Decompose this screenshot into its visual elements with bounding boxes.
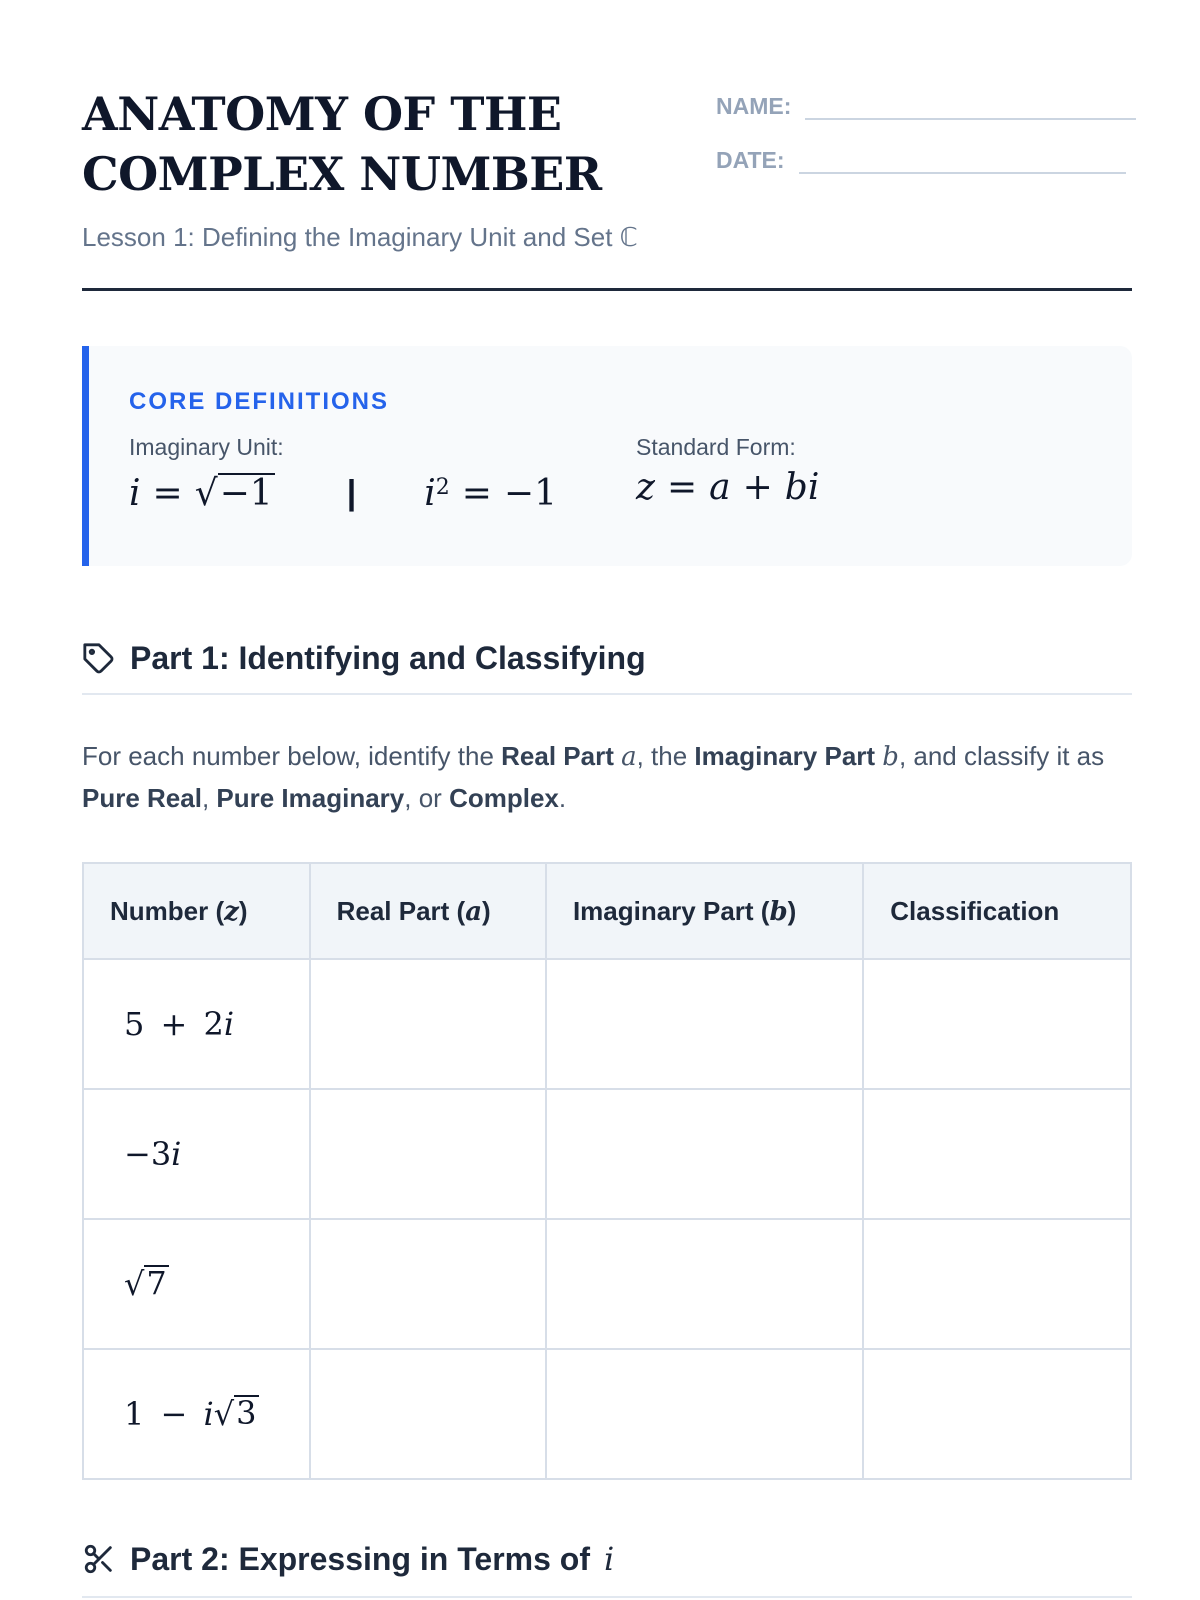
standard-form-formula xyxy=(636,467,819,508)
student-info xyxy=(716,84,1136,192)
date-row xyxy=(716,138,1136,174)
classification-answer[interactable] xyxy=(863,959,1131,1089)
instr-pure-imaginary: Pure Imaginary xyxy=(216,783,405,813)
r2-unit: i xyxy=(171,1135,182,1173)
instr-comma: , xyxy=(201,783,217,813)
worksheet-header xyxy=(82,84,1132,294)
instr-real-part: Real Part xyxy=(501,741,622,771)
r4-unit: i xyxy=(203,1395,214,1433)
part2-heading xyxy=(82,1540,614,1578)
part2-title-symbol: i xyxy=(603,1540,615,1578)
bi-symbol: bi xyxy=(784,467,820,508)
imaginary-part-answer[interactable] xyxy=(546,959,863,1089)
standard-form-label: Standard Form: xyxy=(636,434,796,460)
part1-title: Part 1: Identifying and Classifying xyxy=(130,640,646,676)
col-imag-label: Imaginary Part ( xyxy=(572,895,770,926)
neg-one-value: −1 xyxy=(503,473,557,514)
instr-text-2: , the xyxy=(636,741,695,771)
instr-complex: Complex xyxy=(449,783,559,813)
i-symbol: i xyxy=(129,473,141,514)
table-row xyxy=(83,959,1131,1089)
col-number-symbol: z xyxy=(224,896,239,927)
instr-or: , or xyxy=(404,783,450,813)
number-cell xyxy=(83,959,310,1089)
imaginary-part-answer[interactable] xyxy=(546,1089,863,1219)
name-field[interactable] xyxy=(805,92,1136,120)
a-symbol: a xyxy=(709,467,731,508)
plus-sign: + xyxy=(742,467,773,508)
imaginary-part-answer[interactable] xyxy=(546,1349,863,1479)
r1-op: + xyxy=(160,1005,188,1043)
title-line-1: ANATOMY OF THE xyxy=(82,87,562,141)
classification-answer[interactable] xyxy=(863,1219,1131,1349)
real-part-answer[interactable] xyxy=(310,1219,546,1349)
equals-sign-3: = xyxy=(666,467,698,508)
col-real-symbol: a xyxy=(465,896,483,927)
part1-divider xyxy=(82,693,1132,695)
part1-heading xyxy=(82,640,646,677)
instr-end: . xyxy=(558,783,567,813)
r4-real: 1 xyxy=(124,1395,145,1433)
radical-sign: √ xyxy=(124,1265,145,1303)
core-definitions-heading: CORE DEFINITIONS xyxy=(129,388,390,415)
imaginary-unit-formula xyxy=(129,473,557,514)
col-imag-symbol: b xyxy=(769,896,788,927)
classification-table xyxy=(82,862,1132,1480)
formula-separator: | xyxy=(346,474,357,512)
instr-text-3: , and classify it as xyxy=(898,741,1105,771)
instr-text-1: For each number below, identify the xyxy=(82,741,502,771)
table-header-row xyxy=(83,863,1131,959)
lesson-subtitle: Lesson 1: Defining the Imaginary Unit and Set ℂ xyxy=(82,222,638,252)
sqrt-neg-one xyxy=(195,473,275,514)
core-definitions-box xyxy=(82,346,1132,566)
radical-sign: √ xyxy=(213,1395,235,1433)
equals-sign: = xyxy=(152,473,183,514)
col-imaginary-part xyxy=(546,863,863,959)
r4-sqrt xyxy=(214,1395,259,1433)
r2-coef: −3 xyxy=(124,1135,172,1173)
table-row xyxy=(83,1349,1131,1479)
col-real-label: Real Part ( xyxy=(336,895,466,926)
table-row xyxy=(83,1219,1131,1349)
real-part-answer[interactable] xyxy=(310,1089,546,1219)
number-cell xyxy=(83,1219,310,1349)
title-line-2: COMPLEX NUMBER xyxy=(82,147,602,201)
i-symbol-squared: i xyxy=(424,473,436,514)
part2-title: Part 2: Expressing in Terms of xyxy=(130,1540,590,1577)
col-imag-close: ) xyxy=(787,895,797,926)
classification-answer[interactable] xyxy=(863,1089,1131,1219)
r4-radicand: 3 xyxy=(236,1394,257,1432)
r3-radicand: 7 xyxy=(146,1264,167,1302)
table-row xyxy=(83,1089,1131,1219)
r1-coef: 2 xyxy=(203,1005,224,1043)
number-cell xyxy=(83,1349,310,1479)
header-divider xyxy=(82,288,1132,291)
col-number-close: ) xyxy=(238,895,248,926)
col-real-part xyxy=(310,863,546,959)
instr-pure-real: Pure Real xyxy=(82,783,202,813)
exponent-two: 2 xyxy=(435,475,450,500)
r1-unit: i xyxy=(223,1005,235,1043)
radicand-neg-one: −1 xyxy=(219,473,273,514)
col-real-close: ) xyxy=(482,895,491,926)
part2-divider xyxy=(82,1596,1132,1598)
page-title xyxy=(82,84,682,204)
imaginary-unit-label: Imaginary Unit: xyxy=(129,434,284,460)
scissors-icon xyxy=(82,1542,116,1576)
number-cell xyxy=(83,1089,310,1219)
col-number-label: Number ( xyxy=(110,895,225,926)
instr-b-symbol: b xyxy=(882,742,899,772)
r4-op: − xyxy=(160,1395,188,1433)
tag-icon xyxy=(82,642,116,676)
part1-instructions xyxy=(82,736,1132,819)
standard-form-definition xyxy=(636,434,819,508)
col-classification: Classification xyxy=(863,863,1131,959)
z-symbol: z xyxy=(636,467,655,508)
instr-imaginary-part: Imaginary Part xyxy=(694,741,883,771)
date-label: DATE: xyxy=(716,147,785,173)
name-row xyxy=(716,84,1136,120)
r3-sqrt xyxy=(124,1265,169,1303)
real-part-answer[interactable] xyxy=(310,959,546,1089)
r1-real: 5 xyxy=(124,1005,145,1043)
imaginary-unit-definition xyxy=(129,434,557,514)
equals-sign-2: = xyxy=(461,473,492,514)
instr-a-symbol: a xyxy=(621,742,637,772)
classification-answer[interactable] xyxy=(863,1349,1131,1479)
real-part-answer[interactable] xyxy=(310,1349,546,1479)
date-field[interactable] xyxy=(799,146,1126,174)
imaginary-part-answer[interactable] xyxy=(546,1219,863,1349)
col-number xyxy=(83,863,310,959)
name-label: NAME: xyxy=(716,93,792,119)
radical-sign: √ xyxy=(194,473,218,514)
